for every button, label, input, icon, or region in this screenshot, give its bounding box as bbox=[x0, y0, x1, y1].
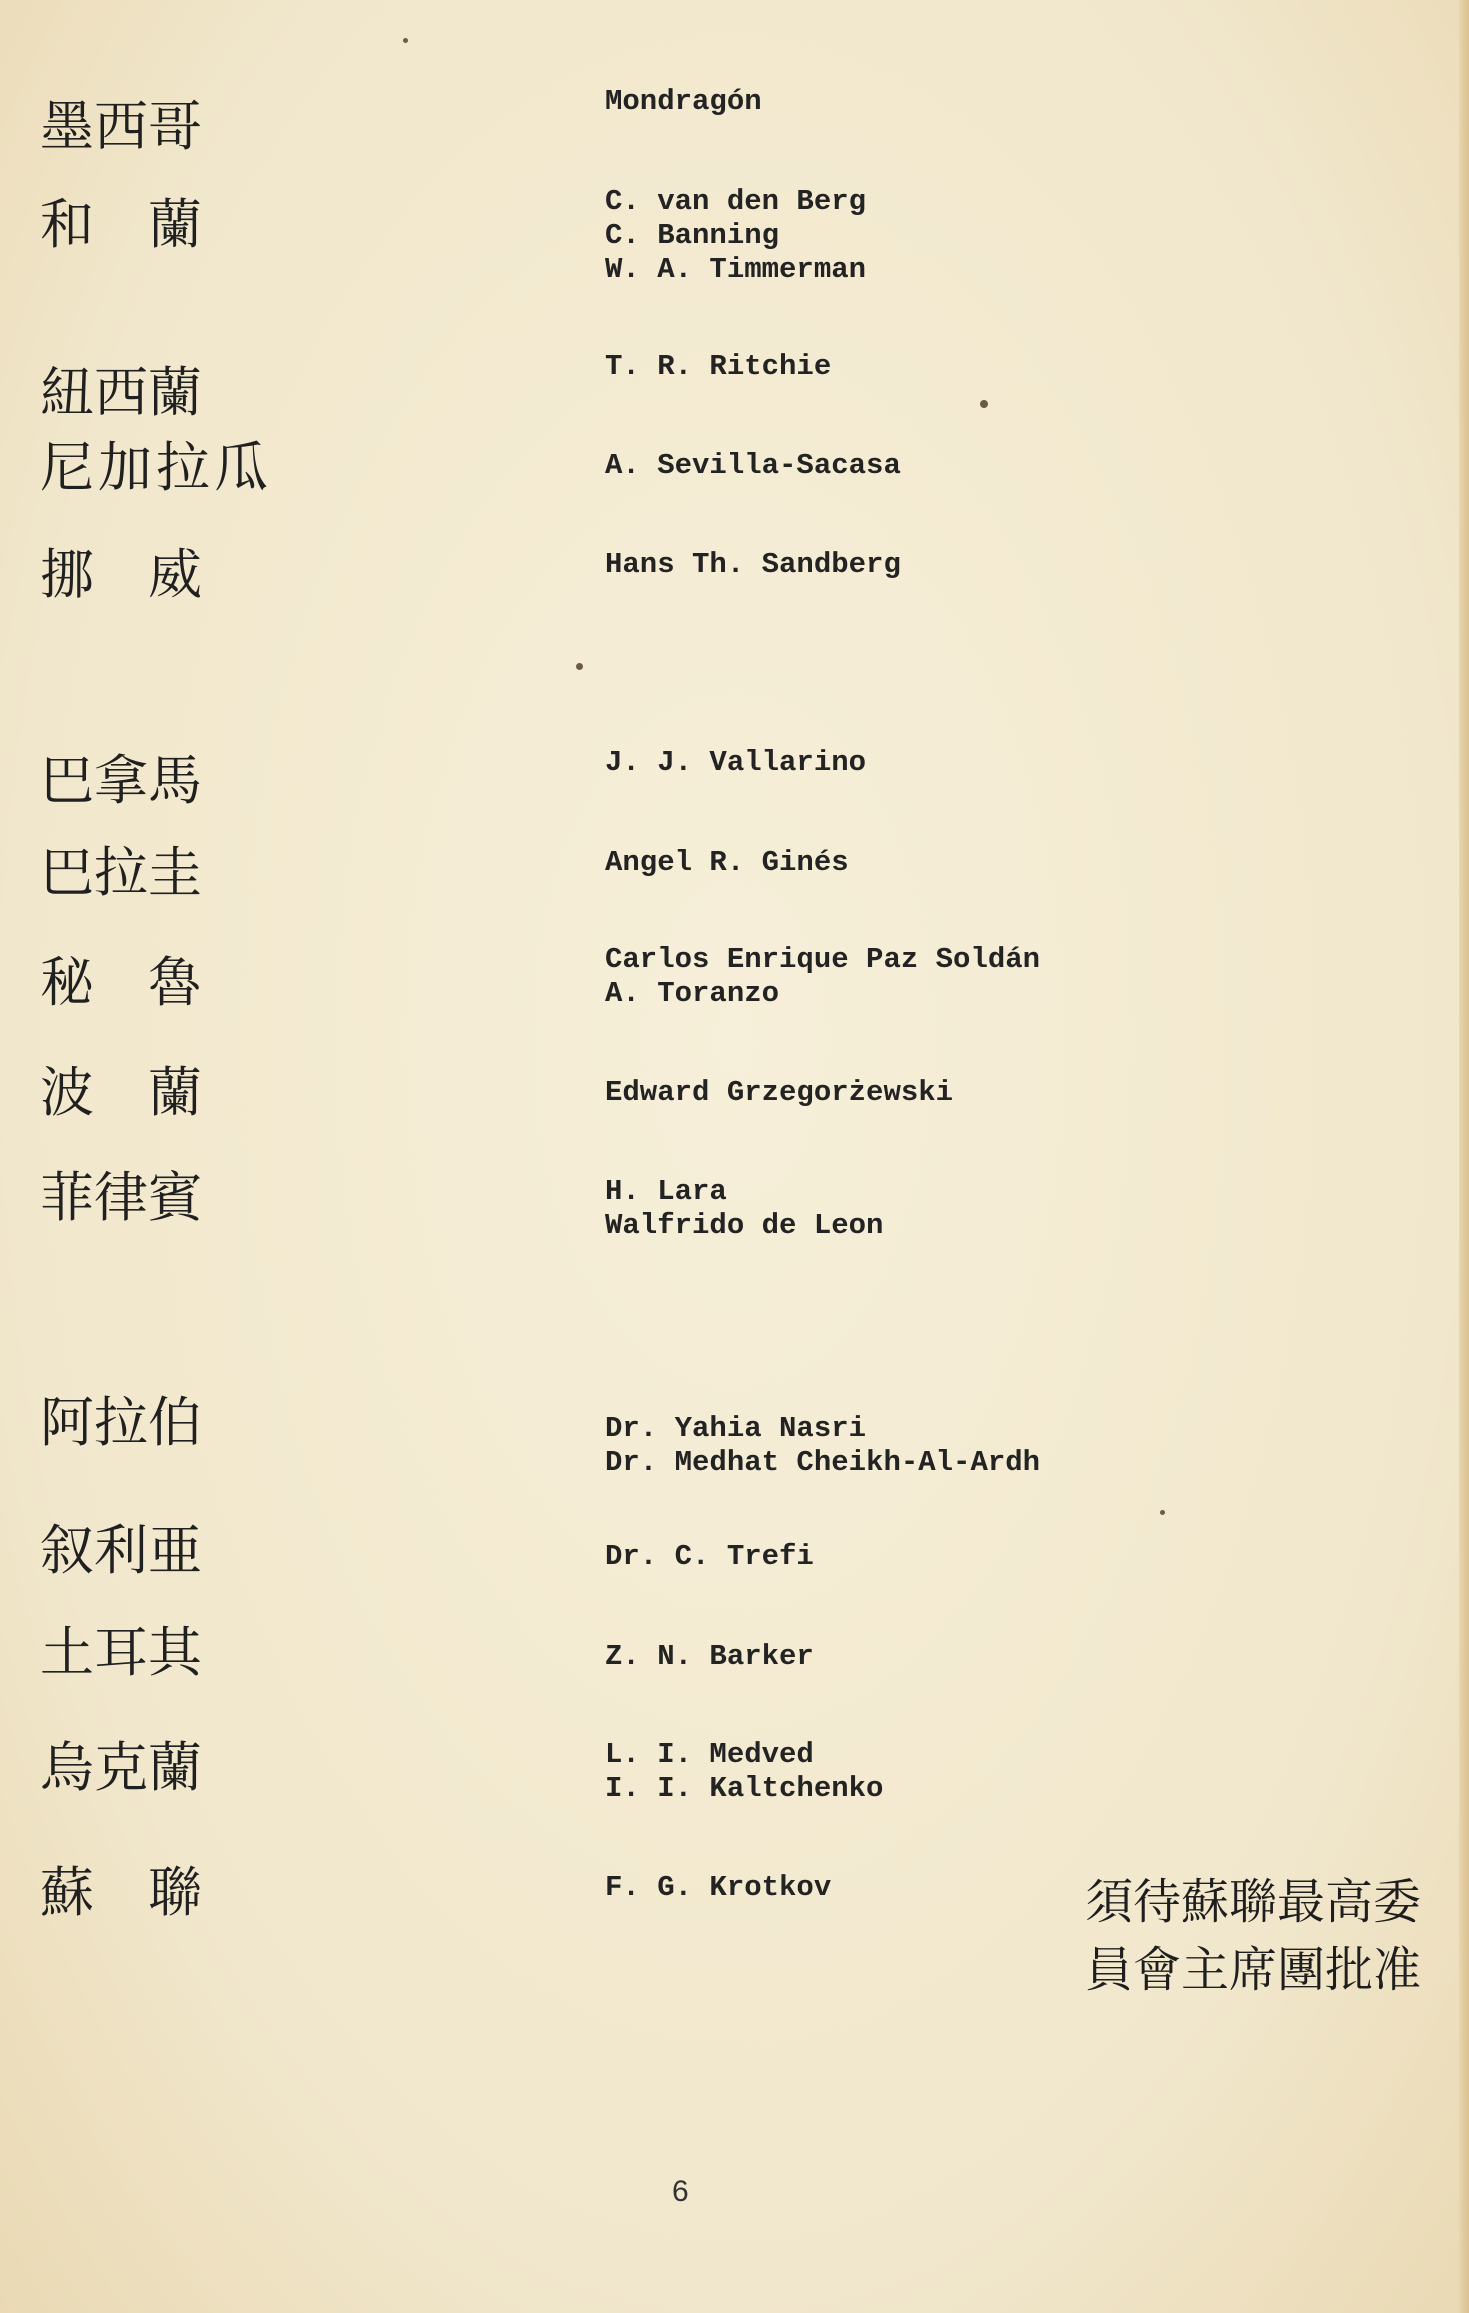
delegate-names bbox=[605, 1412, 1040, 1480]
country-label: 土耳其 bbox=[40, 1621, 202, 1684]
delegate-names bbox=[605, 846, 849, 880]
delegate-name: Dr. Yahia Nasri bbox=[605, 1412, 867, 1445]
delegate-name: I. I. Kaltchenko bbox=[605, 1772, 884, 1805]
delegate-names bbox=[605, 85, 762, 119]
delegate-name: Edward Grzegorżewski bbox=[605, 1076, 954, 1109]
delegate-name: T. R. Ritchie bbox=[605, 350, 832, 383]
delegate-name: Mondragón bbox=[605, 85, 762, 118]
page-number: 6 bbox=[672, 2175, 689, 2208]
country-label: 巴拿馬 bbox=[40, 749, 202, 812]
delegate-names bbox=[605, 1738, 883, 1806]
delegate-name: Dr. Medhat Cheikh-Al-Ardh bbox=[605, 1446, 1041, 1479]
delegate-name: Angel R. Ginés bbox=[605, 846, 849, 879]
delegate-names bbox=[605, 1540, 814, 1574]
delegate-names bbox=[605, 1640, 814, 1674]
handwritten-note bbox=[1085, 1868, 1421, 2004]
country-label: 烏克蘭 bbox=[40, 1736, 202, 1799]
note-line: 須待蘇聯最高委 bbox=[1085, 1874, 1422, 1930]
country-label: 和 蘭 bbox=[40, 193, 202, 256]
country-label: 巴拉圭 bbox=[40, 841, 202, 904]
country-label: 尼加拉瓜 bbox=[40, 436, 272, 499]
delegate-name: W. A. Timmerman bbox=[605, 253, 867, 286]
country-label: 挪 威 bbox=[40, 543, 202, 606]
country-label: 菲律賓 bbox=[40, 1166, 202, 1229]
delegate-names bbox=[605, 746, 866, 780]
page-edge bbox=[1459, 0, 1469, 2313]
delegate-name: Walfrido de Leon bbox=[605, 1209, 884, 1242]
delegate-names bbox=[605, 449, 901, 483]
country-label: 秘 魯 bbox=[40, 951, 202, 1014]
delegate-names bbox=[605, 1175, 883, 1243]
delegate-names bbox=[605, 548, 901, 582]
delegate-name: Carlos Enrique Paz Soldán bbox=[605, 943, 1041, 976]
note-line: 員會主席團批准 bbox=[1085, 1942, 1422, 1998]
scan-speck bbox=[980, 400, 988, 408]
delegate-name: H. Lara bbox=[605, 1175, 727, 1208]
delegate-name: L. I. Medved bbox=[605, 1738, 814, 1771]
scan-speck bbox=[403, 38, 408, 43]
delegate-names bbox=[605, 350, 831, 384]
delegate-name: A. Toranzo bbox=[605, 977, 780, 1010]
country-label: 紐西蘭 bbox=[40, 361, 202, 424]
delegate-name: C. Banning bbox=[605, 219, 780, 252]
delegate-name: A. Sevilla-Sacasa bbox=[605, 449, 901, 482]
delegate-names bbox=[605, 185, 866, 287]
delegate-names bbox=[605, 1076, 953, 1110]
country-label: 蘇 聯 bbox=[40, 1861, 202, 1924]
country-label: 波 蘭 bbox=[40, 1061, 202, 1124]
delegate-name: F. G. Krotkov bbox=[605, 1871, 832, 1904]
country-label: 叙利亜 bbox=[40, 1519, 202, 1582]
country-label: 阿拉伯 bbox=[40, 1391, 202, 1454]
delegate-name: C. van den Berg bbox=[605, 185, 867, 218]
scan-speck bbox=[576, 663, 583, 670]
delegate-names bbox=[605, 943, 1040, 1011]
delegate-name: Hans Th. Sandberg bbox=[605, 548, 901, 581]
delegate-name: Z. N. Barker bbox=[605, 1640, 814, 1673]
scan-speck bbox=[1160, 1510, 1165, 1515]
delegate-names bbox=[605, 1871, 831, 1905]
country-label: 墨西哥 bbox=[40, 95, 202, 158]
delegate-name: Dr. C. Trefi bbox=[605, 1540, 814, 1573]
delegate-name: J. J. Vallarino bbox=[605, 746, 867, 779]
